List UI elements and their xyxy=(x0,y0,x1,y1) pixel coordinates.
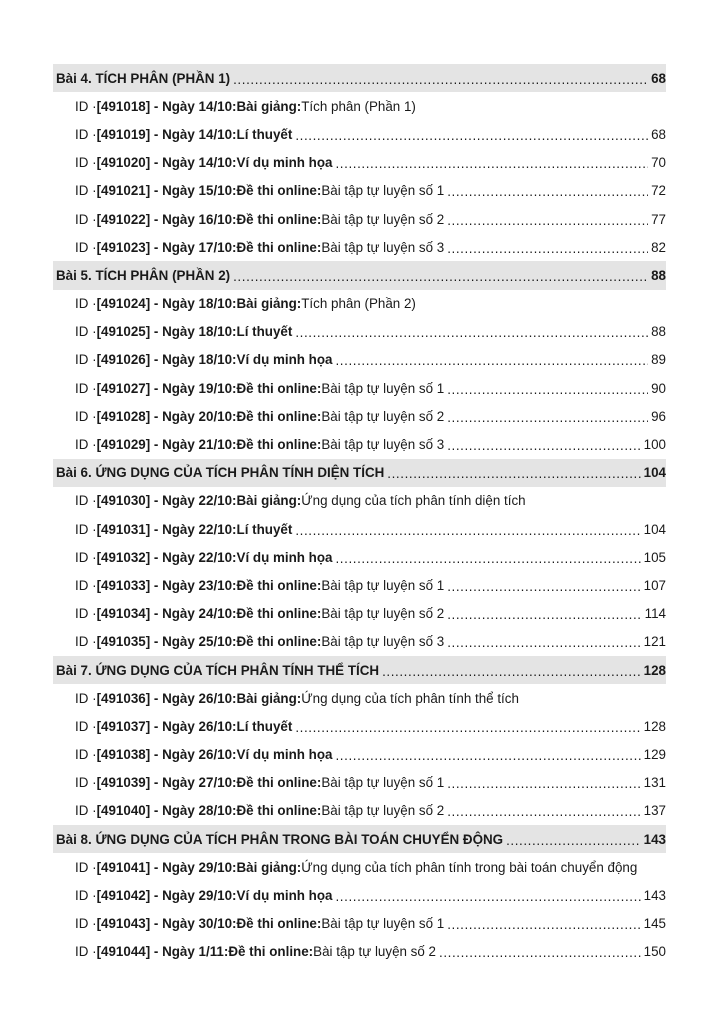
dot-leader xyxy=(447,917,640,932)
entry-id-prefix: ID · xyxy=(75,352,97,368)
toc-entry[interactable] xyxy=(53,177,666,205)
entry-description: Ứng dụng của tích phân tính trong bài toán chuyển động xyxy=(301,859,638,875)
entry-id-prefix: ID · xyxy=(75,747,97,763)
entry-kind: Đề thi online: xyxy=(236,380,322,396)
toc-entry[interactable] xyxy=(53,346,666,374)
entry-id-prefix: ID · xyxy=(75,606,97,622)
entry-code-date: [491042] - Ngày 29/10: xyxy=(96,888,237,904)
toc-entry[interactable] xyxy=(53,741,666,769)
entry-page-number: 88 xyxy=(651,324,666,340)
entry-page-number: 70 xyxy=(651,155,666,171)
toc-entry[interactable] xyxy=(53,515,666,543)
dot-leader xyxy=(447,382,648,397)
entry-page-number: 82 xyxy=(651,239,666,255)
entry-code-date: [491024] - Ngày 18/10: xyxy=(96,296,237,312)
entry-page-number: 96 xyxy=(651,408,666,424)
entry-id-prefix: ID · xyxy=(75,577,97,593)
entry-id-prefix: ID · xyxy=(75,211,97,227)
entry-description: Bài tập tự luyện số 2 xyxy=(321,606,445,622)
entry-page-number: 77 xyxy=(651,211,666,227)
entry-kind: Đề thi online: xyxy=(228,944,314,960)
entry-description: Bài tập tự luyện số 1 xyxy=(321,916,445,932)
entry-id-prefix: ID · xyxy=(75,549,97,565)
entry-description: Tích phân (Phần 2) xyxy=(301,296,416,312)
entry-code-date: [491027] - Ngày 19/10: xyxy=(96,380,237,396)
entry-page-number: 150 xyxy=(643,944,666,960)
toc-section-heading[interactable] xyxy=(53,261,666,289)
entry-kind: Đề thi online: xyxy=(236,916,322,932)
dot-leader xyxy=(447,184,648,199)
entry-page-number: 131 xyxy=(643,775,666,791)
dot-leader xyxy=(447,607,641,622)
entry-description: Bài tập tự luyện số 2 xyxy=(313,944,436,960)
entry-description: Tích phân (Phần 1) xyxy=(301,98,416,114)
entry-description: Ứng dụng của tích phân tính thể tích xyxy=(301,690,519,706)
entry-description: Bài tập tự luyện số 1 xyxy=(321,183,445,199)
dot-leader xyxy=(447,635,640,650)
entry-description: Ứng dụng của tích phân tính diện tích xyxy=(301,493,526,509)
entry-page-number: 90 xyxy=(651,380,666,396)
entry-page-number: 137 xyxy=(643,803,666,819)
toc-entry[interactable] xyxy=(53,402,666,430)
entry-code-date: [491031] - Ngày 22/10: xyxy=(96,521,237,537)
entry-code-date: [491030] - Ngày 22/10: xyxy=(96,493,237,509)
entry-kind: Đề thi online: xyxy=(236,634,322,650)
entry-description: Bài tập tự luyện số 2 xyxy=(321,408,445,424)
entry-id-prefix: ID · xyxy=(75,634,97,650)
dot-leader xyxy=(447,579,640,594)
section-page-number: 128 xyxy=(643,662,666,678)
section-page-number: 88 xyxy=(651,267,666,283)
entry-code-date: [491025] - Ngày 18/10: xyxy=(96,324,237,340)
entry-code-date: [491026] - Ngày 18/10: xyxy=(96,352,237,368)
entry-id-prefix: ID · xyxy=(75,380,97,396)
entry-code-date: [491032] - Ngày 22/10: xyxy=(96,549,237,565)
entry-code-date: [491041] - Ngày 29/10: xyxy=(96,859,237,875)
toc-entry[interactable] xyxy=(53,571,666,599)
entry-page-number: 114 xyxy=(644,606,666,622)
entry-kind: Ví dụ minh họa xyxy=(236,747,333,763)
entry-id-prefix: ID · xyxy=(75,437,97,453)
entry-code-date: [491023] - Ngày 17/10: xyxy=(96,239,237,255)
entry-code-date: [491020] - Ngày 14/10: xyxy=(96,155,237,171)
section-title: Bài 8. ỨNG DỤNG CỦA TÍCH PHÂN TRONG BÀI TOÁN CHUYỂN ĐỘNG xyxy=(56,831,504,847)
dot-leader xyxy=(295,720,640,735)
entry-code-date: [491034] - Ngày 24/10: xyxy=(96,606,237,622)
entry-kind: Đề thi online: xyxy=(236,577,322,593)
section-title: Bài 5. TÍCH PHÂN (PHẦN 2) xyxy=(56,267,231,283)
entry-page-number: 104 xyxy=(643,521,666,537)
entry-id-prefix: ID · xyxy=(75,803,97,819)
dot-leader xyxy=(447,410,648,425)
toc-entry[interactable] xyxy=(53,684,666,712)
entry-description: Bài tập tự luyện số 3 xyxy=(321,437,445,453)
entry-id-prefix: ID · xyxy=(75,888,97,904)
entry-kind: Đề thi online: xyxy=(236,803,322,819)
entry-page-number: 100 xyxy=(643,437,666,453)
dot-leader xyxy=(335,156,648,171)
dot-leader xyxy=(439,945,641,960)
entry-kind: Đề thi online: xyxy=(236,775,322,791)
toc-entry[interactable] xyxy=(53,120,666,148)
toc-entry[interactable] xyxy=(53,149,666,177)
dot-leader xyxy=(295,523,640,538)
entry-kind: Đề thi online: xyxy=(236,211,322,227)
entry-id-prefix: ID · xyxy=(75,859,97,875)
dot-leader xyxy=(295,128,648,143)
entry-kind: Bài giảng: xyxy=(236,493,302,509)
dot-leader xyxy=(447,213,648,228)
entry-code-date: [491038] - Ngày 26/10: xyxy=(96,747,237,763)
toc-entry[interactable] xyxy=(53,318,666,346)
toc-entry[interactable] xyxy=(53,233,666,261)
dot-leader xyxy=(335,748,640,763)
entry-code-date: [491037] - Ngày 26/10: xyxy=(96,718,237,734)
dot-leader xyxy=(335,551,640,566)
entry-id-prefix: ID · xyxy=(75,493,97,509)
entry-code-date: [491035] - Ngày 25/10: xyxy=(96,634,237,650)
section-title: Bài 6. ỨNG DỤNG CỦA TÍCH PHÂN TÍNH DIỆN TÍCH xyxy=(56,465,385,481)
entry-kind: Đề thi online: xyxy=(236,239,322,255)
entry-id-prefix: ID · xyxy=(75,324,97,340)
dot-leader xyxy=(387,466,640,481)
toc-entry[interactable] xyxy=(53,797,666,825)
entry-code-date: [491028] - Ngày 20/10: xyxy=(96,408,237,424)
entry-id-prefix: ID · xyxy=(75,408,97,424)
toc-entry[interactable] xyxy=(53,769,666,797)
entry-id-prefix: ID · xyxy=(75,690,97,706)
dot-leader xyxy=(335,889,640,904)
entry-code-date: [491043] - Ngày 30/10: xyxy=(96,916,237,932)
toc-section-heading[interactable] xyxy=(53,459,666,487)
dot-leader xyxy=(447,776,640,791)
entry-description: Bài tập tự luyện số 3 xyxy=(321,239,445,255)
toc-section-heading[interactable] xyxy=(53,825,666,853)
entry-kind: Đề thi online: xyxy=(236,437,322,453)
entry-kind: Bài giảng: xyxy=(236,296,302,312)
dot-leader xyxy=(382,664,641,679)
entry-code-date: [491036] - Ngày 26/10: xyxy=(96,690,237,706)
toc-entry[interactable] xyxy=(53,487,666,515)
toc-entry[interactable] xyxy=(53,938,666,966)
entry-page-number: 105 xyxy=(643,549,666,565)
entry-code-date: [491029] - Ngày 21/10: xyxy=(96,437,237,453)
entry-code-date: [491044] - Ngày 1/11: xyxy=(96,944,229,960)
toc-entry[interactable] xyxy=(53,290,666,318)
dot-leader xyxy=(447,804,640,819)
entry-description: Bài tập tự luyện số 2 xyxy=(321,803,445,819)
entry-kind: Lí thuyết xyxy=(236,521,293,537)
entry-id-prefix: ID · xyxy=(75,183,97,199)
section-page-number: 104 xyxy=(643,465,666,481)
toc-section-heading[interactable] xyxy=(53,656,666,684)
entry-kind: Bài giảng: xyxy=(236,690,302,706)
entry-code-date: [491019] - Ngày 14/10: xyxy=(96,126,237,142)
dot-leader xyxy=(447,241,648,256)
entry-page-number: 143 xyxy=(643,888,666,904)
entry-page-number: 89 xyxy=(651,352,666,368)
table-of-contents xyxy=(53,64,666,966)
entry-kind: Lí thuyết xyxy=(236,324,293,340)
toc-entry[interactable] xyxy=(53,543,666,571)
dot-leader xyxy=(233,269,648,284)
entry-code-date: [491039] - Ngày 27/10: xyxy=(96,775,237,791)
entry-page-number: 145 xyxy=(643,916,666,932)
entry-page-number: 72 xyxy=(651,183,666,199)
dot-leader xyxy=(447,438,640,453)
entry-kind: Lí thuyết xyxy=(236,718,293,734)
entry-id-prefix: ID · xyxy=(75,775,97,791)
dot-leader xyxy=(295,325,648,340)
toc-entry[interactable] xyxy=(53,374,666,402)
toc-entry[interactable] xyxy=(53,205,666,233)
entry-page-number: 128 xyxy=(643,718,666,734)
section-title: Bài 7. ỨNG DỤNG CỦA TÍCH PHÂN TÍNH THỂ TÍCH xyxy=(56,662,380,678)
entry-id-prefix: ID · xyxy=(75,718,97,734)
entry-code-date: [491022] - Ngày 16/10: xyxy=(96,211,237,227)
toc-entry[interactable] xyxy=(53,92,666,120)
entry-code-date: [491040] - Ngày 28/10: xyxy=(96,803,237,819)
entry-page-number: 107 xyxy=(643,577,666,593)
entry-description: Bài tập tự luyện số 1 xyxy=(321,577,445,593)
entry-kind: Ví dụ minh họa xyxy=(236,888,333,904)
entry-id-prefix: ID · xyxy=(75,98,97,114)
dot-leader xyxy=(335,353,648,368)
entry-description: Bài tập tự luyện số 1 xyxy=(321,775,445,791)
dot-leader xyxy=(506,833,641,848)
entry-code-date: [491033] - Ngày 23/10: xyxy=(96,577,237,593)
entry-page-number: 121 xyxy=(643,634,666,650)
entry-id-prefix: ID · xyxy=(75,239,97,255)
entry-id-prefix: ID · xyxy=(75,296,97,312)
toc-section-heading[interactable] xyxy=(53,64,666,92)
entry-id-prefix: ID · xyxy=(75,916,97,932)
entry-kind: Bài giảng: xyxy=(236,98,302,114)
toc-entry[interactable] xyxy=(53,853,666,881)
toc-entry[interactable] xyxy=(53,628,666,656)
entry-kind: Ví dụ minh họa xyxy=(236,549,333,565)
entry-kind: Bài giảng: xyxy=(236,859,302,875)
entry-description: Bài tập tự luyện số 1 xyxy=(321,380,445,396)
entry-id-prefix: ID · xyxy=(75,944,97,960)
entry-description: Bài tập tự luyện số 2 xyxy=(321,211,445,227)
dot-leader xyxy=(233,72,648,87)
toc-entry[interactable] xyxy=(53,881,666,909)
entry-kind: Đề thi online: xyxy=(236,183,322,199)
entry-code-date: [491018] - Ngày 14/10: xyxy=(96,98,237,114)
section-page-number: 68 xyxy=(651,70,666,86)
entry-kind: Lí thuyết xyxy=(236,126,293,142)
entry-id-prefix: ID · xyxy=(75,521,97,537)
entry-id-prefix: ID · xyxy=(75,155,97,171)
section-page-number: 143 xyxy=(643,831,666,847)
entry-kind: Đề thi online: xyxy=(236,606,322,622)
entry-kind: Ví dụ minh họa xyxy=(236,155,333,171)
entry-description: Bài tập tự luyện số 3 xyxy=(321,634,445,650)
toc-entry[interactable] xyxy=(53,600,666,628)
section-title: Bài 4. TÍCH PHÂN (PHẦN 1) xyxy=(56,70,231,86)
entry-id-prefix: ID · xyxy=(75,126,97,142)
entry-page-number: 129 xyxy=(643,747,666,763)
toc-entry[interactable] xyxy=(53,910,666,938)
toc-entry[interactable] xyxy=(53,712,666,740)
toc-entry[interactable] xyxy=(53,430,666,458)
entry-code-date: [491021] - Ngày 15/10: xyxy=(96,183,237,199)
entry-page-number: 68 xyxy=(651,126,666,142)
entry-kind: Ví dụ minh họa xyxy=(236,352,333,368)
entry-kind: Đề thi online: xyxy=(236,408,322,424)
